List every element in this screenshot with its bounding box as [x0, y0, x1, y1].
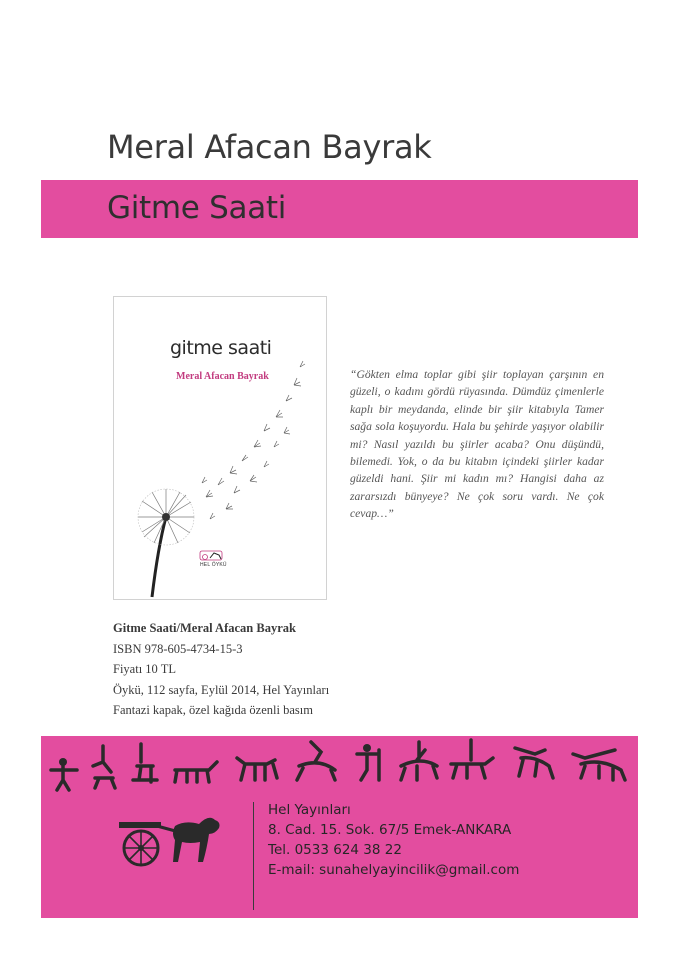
book-quote: “Gökten elma toplar gibi şiir toplayan çarşının en güzeli, o kadını gördü rüyasında. Dümdüz çimenlerle kaplı bir meydanda, elinde bir şiir kitabıyla Tamer sağa sola koşuyordu. Hala bu şehirde yaşıyor olabilir mi? Nasıl yazıldı bu şiirler acaba? Onu düşündü, bilemedi. Yok, o da bu kitabın içindeki şiirler kadar güzeldi hani. Şiir mi kadın mı? Hangisi daha az zararsızdı bünyeye? Ne çok soru vardı. Ne çok cevap…”	[350, 368, 604, 521]
publisher-contact	[268, 800, 519, 880]
info-price: Fiyatı 10 TL	[113, 662, 176, 677]
horse-cart-icon	[117, 814, 247, 884]
book-info	[113, 618, 329, 721]
cover-title: gitme saati	[170, 337, 272, 359]
dandelion-icon	[114, 297, 326, 599]
author-name: Meral Afacan Bayrak	[107, 128, 432, 166]
info-details: Öykü, 112 sayfa, Eylül 2014, Hel Yayınları	[113, 682, 330, 697]
publisher-name: Hel Yayınları	[268, 802, 351, 818]
publisher-phone: Tel. 0533 624 38 22	[268, 842, 402, 858]
footer-band	[41, 736, 638, 918]
cover-author: Meral Afacan Bayrak	[176, 371, 269, 382]
info-title-line: Gitme Saati/Meral Afacan Bayrak	[113, 621, 296, 635]
book-cover	[113, 296, 327, 600]
info-isbn: ISBN 978-605-4734-15-3	[113, 641, 243, 656]
footer-divider	[253, 802, 254, 910]
publisher-email: E-mail: sunahelyayincilik@gmail.com	[268, 862, 520, 878]
info-binding: Fantazi kapak, özel kağıda özenli basım	[113, 703, 313, 718]
title-band	[41, 180, 638, 238]
book-title: Gitme Saati	[107, 190, 287, 226]
publisher-address: 8. Cad. 15. Sok. 67/5 Emek-ANKARA	[268, 822, 512, 838]
cover-publisher-logo-text: HEL ÖYKÜ	[200, 562, 227, 568]
